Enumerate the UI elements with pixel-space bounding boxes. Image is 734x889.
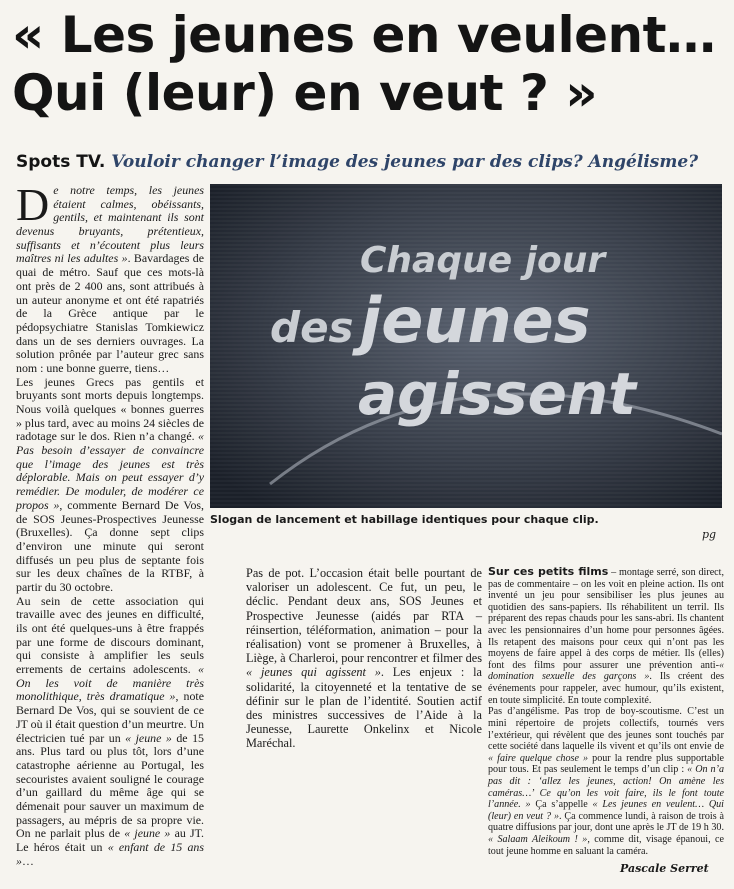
- still-line-1: Chaque jour: [360, 240, 606, 281]
- p3-rest-3: au JT. Le héros était un: [16, 826, 204, 854]
- p4-text: Pas de pot. L’occasion était belle pourtant de valoriser un adolescent. Ce fut, un peu, le déclic. Pendant deux ans, SOS Jeunes et Prospective Jeunesse (aidés par RTA – réinsertion, téléformation, animation – pour la réalisation) vont se promener à Bruxelles, à Liège, à Charleroi, pour rencontrer et filmer des: [246, 566, 482, 666]
- paragraph-5: [488, 566, 724, 706]
- p3-quote-3: « jeune »: [124, 826, 171, 841]
- article-column-1: [16, 179, 205, 868]
- byline: Pascale Serret: [620, 862, 709, 875]
- p5-text: – montage serré, son direct, pas de commentaire – on les voit en pleine action. Ils ont inventé un jeu pour sensibiliser les plus jeunes au quotidien des sans-papiers. Ils réhabilitent un terril. Ils préparent des repas chauds pour les sans-abri. Ils chantent avec les pensionnaires d’un home pour personnes âgées. Ils retapent des maisons pour ceux qui n’ont pas les moyens de faire appel à des corps de métier. Ils (elles) font des films pour assurer une prévention anti-: [488, 567, 724, 671]
- p3-rest-2: de 15 ans. Plus tard ou plus tôt, lors d’une catastrophe aérienne au Portugal, les secouristes avaient souligné le courage d’un gaillard du même âge qui se démenait pour sauver un maximum de passagers, au mépris de sa propre vie. On ne parlait plus de: [16, 730, 204, 841]
- still-line-2b: jeunes: [360, 284, 591, 357]
- subhead: Sur ces petits films: [488, 565, 609, 578]
- p4-rest: . Les enjeux : la solidarité, la citoyenneté et la tentative de se définir sur le plan de l’identité. Soutien actif des ministres successives de l’Aide à la Jeunesse, Laurette Onkelinx et Nicole Maréchal.: [246, 665, 482, 751]
- photo-caption: Slogan de lancement et habillage identiques pour chaque clip.: [210, 513, 599, 526]
- p6-quote-4: « Salaam Aleikoum ! »: [488, 834, 588, 846]
- p5-quote: « domination sexuelle des garçons »: [488, 659, 724, 683]
- kicker-label: Spots TV.: [16, 152, 106, 172]
- photo-credit: pg: [702, 528, 717, 541]
- still-line-3: agissent: [358, 360, 636, 428]
- kicker-row: [16, 150, 728, 175]
- article-column-2: [246, 566, 482, 751]
- p3-rest-4: …: [21, 853, 34, 868]
- deck: Vouloir changer l’image des jeunes par des clips? Angélisme?: [111, 152, 699, 172]
- lead-quote: e notre temps, les jeunes étaient calmes, obéissants, gentils, et maintenant ils sont devenus bruyants, prétentieux, suffisants et n’écoutent plus leurs maîtres ni les adultes »: [16, 183, 204, 266]
- article-column-3: [488, 566, 724, 857]
- paragraph-4-start: [246, 566, 482, 751]
- still-line-2a: des: [270, 303, 354, 352]
- p3-quote: « On les voit de manière très monolithique, très dramatique »: [16, 662, 204, 704]
- p3-rest-1: , note Bernard De Vos, qui se souvient de ce JT où il était question d’un meurtre. Un électricien tué par un: [16, 689, 205, 745]
- tv-still-photo: [210, 184, 722, 508]
- p6-rest-3: . Ça commence lundi, à raison de trois à quatre diffusions par jour, dont une après le JT de 19 h 30.: [488, 810, 724, 834]
- tv-still-graphic: [210, 184, 722, 508]
- p5-rest: . Ils créent des événements pour rappeler, avec humour, qu’ils existent, en toute simplicité. En toute complexité.: [488, 671, 725, 706]
- p2-rest: , commente Bernard De Vos, de SOS Jeunes-Prospectives Jeunesse (Bruxelles). Ça donne sept clips d’environ une minute qui seront diffusés un peu plus de septante fois sur les deux chaînes de la RTBF, à partir du 30 octobre.: [16, 497, 204, 594]
- headline-line-2: Qui (leur) en veut ? »: [12, 64, 598, 122]
- p6-text: Pas d’angélisme. Pas trop de boy-scoutisme. C’est un mini répertoire de projets collectifs, tournés vers l’extérieur, qui révèlent que des jeunes sont touchés par cette société dans laquelle ils vivent et qu’ils ont envie de: [488, 706, 724, 753]
- p3-quote-2: « jeune »: [125, 730, 172, 745]
- p3-text: Au sein de cette association qui travaille avec des jeunes en difficulté, ils ont été quelques-uns à être frappés par une forme de discours dominant, qui consiste à amplifier les seuls errements de certains adolescents.: [16, 593, 204, 677]
- dropcap: D: [16, 179, 50, 230]
- headline: [12, 6, 724, 122]
- p2-text: Les jeunes Grecs pas gentils et bruyants sont morts depuis longtemps. Nous voilà quelques « bonnes guerres » plus tard, avec au moins 24 siècles de radotage sur le dos. Rien n’a changé.: [16, 374, 204, 444]
- headline-line-1: « Les jeunes en veulent…: [12, 6, 716, 64]
- p6-rest-1: pour la rendre plus supportable pour tous. Et pas seulement le temps d’un clip :: [488, 752, 724, 776]
- p2-quote: « Pas besoin d’essayer de convaincre que l’image des jeunes est très déplorable. Mais on peut essayer d’y remédier. De moduler, de modérer ce propos »: [16, 429, 204, 512]
- p6-quote-2: « On n’a pas dit : ‘allez les jeunes, action! On amène les caméras…’ Ce qu’on les voit faire, ils le font toute l’année. »: [488, 764, 724, 811]
- paragraph-2: [16, 376, 204, 595]
- p6-quote-3: « Les jeunes en veulent… Qui (leur) en veut ? »: [488, 799, 724, 822]
- paragraph-3: [16, 595, 204, 869]
- lead-text: . Bavardages de quai de métro. Sauf que ces mots-là ont près de 2 400 ans, sont attribués à un auteur anonyme et ont été rapatriés de la Grèce antique par le pédopsychiatre Stanislas Tomkiewicz dans un de ses derniers ouvrages. La solution prônée par l’auteur grec sans nom : une bonne guerre, tiens…: [16, 251, 205, 375]
- p6-quote: « faire quelque chose »: [488, 752, 589, 764]
- p3-quote-4: « enfant de 15 ans »: [16, 840, 204, 868]
- lead-paragraph: [16, 179, 205, 376]
- p6-rest-4: , comme dit, visage épanoui, ce tout jeune homme en saluant la caméra.: [488, 834, 724, 857]
- paragraph-6: [488, 706, 724, 857]
- p6-rest-2: Ça s’appelle: [530, 799, 588, 811]
- p4-quote: « jeunes qui agissent »: [246, 665, 381, 680]
